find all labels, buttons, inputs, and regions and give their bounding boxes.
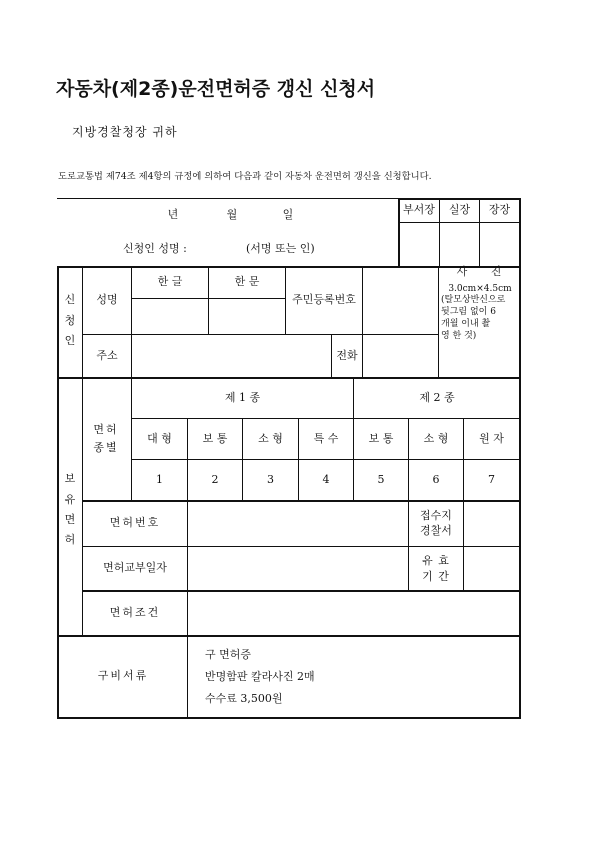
applicant-section-label-text: 신청인 xyxy=(64,292,76,348)
type-small-2: 소 형 xyxy=(423,431,449,445)
type-special: 특 수 xyxy=(313,431,339,445)
document-item-3: 수수료 3,500원 xyxy=(205,692,283,705)
type-number-3[interactable]: 3 xyxy=(267,472,274,486)
approval-chief: 장장 xyxy=(488,203,511,217)
address-field[interactable] xyxy=(132,335,331,378)
type-ordinary-1: 보 통 xyxy=(202,431,228,445)
type-number-6[interactable]: 6 xyxy=(432,472,440,486)
validity-field[interactable] xyxy=(464,547,519,590)
issue-date-label: 면허교부일자 xyxy=(103,561,167,575)
form-title: 자동차(제2종)운전면허증 갱신 신청서 xyxy=(56,78,376,100)
name-label: 성명 xyxy=(96,293,118,307)
type-number-4[interactable]: 4 xyxy=(322,472,330,486)
license-type-label xyxy=(86,418,126,460)
photo-instruction-4: 영 한 것) xyxy=(441,331,477,342)
license-section-label-text: 보유면허 xyxy=(64,472,76,547)
approval-department-head: 부서장 xyxy=(403,203,435,217)
phone-field[interactable] xyxy=(363,335,438,378)
resident-number-field[interactable] xyxy=(363,267,438,334)
signature-hint: (서명 또는 인) xyxy=(246,242,315,255)
class2-header: 제 2 종 xyxy=(419,390,455,404)
resident-number-label: 주민등록번호 xyxy=(292,293,356,307)
photo-box[interactable] xyxy=(441,265,519,377)
issue-date-field[interactable] xyxy=(188,547,408,590)
class1-header: 제 1 종 xyxy=(224,390,261,404)
approval-office-head: 실장 xyxy=(448,203,471,217)
receiving-station-label xyxy=(410,501,462,546)
applicant-name-label: 신청인 성명 : xyxy=(123,242,187,255)
name-hanja-field[interactable] xyxy=(209,299,285,334)
documents-label: 구비서류 xyxy=(97,669,149,683)
applicant-section-label xyxy=(59,290,81,352)
conditions-label: 면허조건 xyxy=(109,605,161,619)
photo-size: 3.0cm×4.5cm xyxy=(448,283,512,294)
document-item-2: 반명함판 칼라사진 2매 xyxy=(205,670,315,683)
name-hangul-field[interactable] xyxy=(132,299,208,334)
type-ordinary-2: 보 통 xyxy=(368,431,394,445)
addressee: 지방경찰청장 귀하 xyxy=(72,125,178,139)
address-label: 주소 xyxy=(96,349,118,363)
type-small-1: 소 형 xyxy=(258,431,283,445)
license-number-field[interactable] xyxy=(188,501,408,546)
type-number-7[interactable]: 7 xyxy=(488,472,495,486)
document-item-1: 구 면허증 xyxy=(205,648,252,661)
type-motorized: 원 자 xyxy=(479,431,504,445)
receiving-station-label-text: 접수지 경찰서 xyxy=(420,508,452,537)
approval-signature-box-2[interactable] xyxy=(440,223,479,265)
hanja-label: 한 문 xyxy=(234,275,260,289)
validity-label-text: 유 효 기 간 xyxy=(422,553,450,583)
license-section-label xyxy=(59,455,81,565)
photo-instruction-3: 개월 이내 촬 xyxy=(441,319,491,330)
legal-statement: 도로교통법 제74조 제4항의 규정에 의하여 다음과 같이 자동차 운전면허 갱신을 신청합니다. xyxy=(58,171,432,182)
receiving-station-field[interactable] xyxy=(464,501,519,546)
hangul-label: 한 글 xyxy=(157,275,183,289)
approval-signature-box-1[interactable] xyxy=(399,223,439,265)
date-month-label: 월 xyxy=(226,207,238,221)
approval-signature-box-3[interactable] xyxy=(480,223,519,265)
photo-instruction-2: 뒷그림 없이 6 xyxy=(441,307,496,318)
type-large: 대 형 xyxy=(147,431,172,445)
date-day-label: 일 xyxy=(282,207,294,221)
type-number-5[interactable]: 5 xyxy=(377,472,385,486)
type-number-1[interactable]: 1 xyxy=(156,472,163,486)
type-number-2[interactable]: 2 xyxy=(211,472,219,486)
conditions-field[interactable] xyxy=(188,591,519,635)
photo-title: 사 진 xyxy=(456,265,512,278)
date-year-label: 년 xyxy=(167,207,179,221)
license-type-label-text: 면허종별 xyxy=(93,423,119,454)
phone-label: 전화 xyxy=(336,349,358,363)
license-number-label: 면허번호 xyxy=(109,516,161,530)
validity-label xyxy=(412,547,460,590)
photo-instruction-1: (탈모상반신으로 xyxy=(441,295,506,306)
